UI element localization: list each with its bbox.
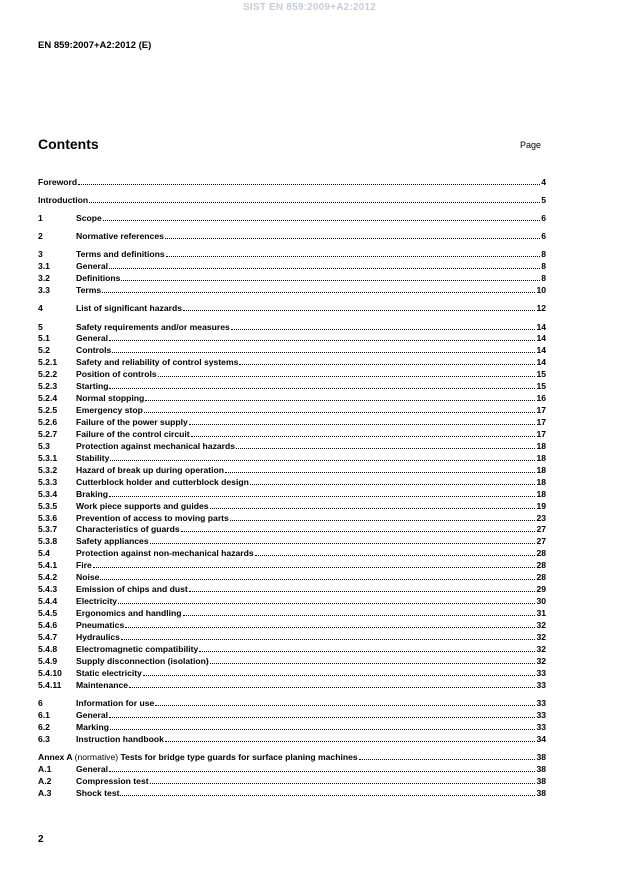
toc-entry-number: 5.1 [38, 333, 50, 344]
toc-entry-page: 32 [536, 619, 546, 630]
toc-entry[interactable] [38, 476, 546, 488]
toc-entry-number: 5.4.4 [38, 596, 58, 607]
toc-entry-title: Foreword [38, 176, 78, 187]
toc-entry-number: 5.4.6 [38, 619, 58, 630]
toc-entry[interactable] [38, 607, 546, 619]
toc-entry-page: 18 [536, 464, 546, 475]
toc-entry-title: Prevention of access to moving parts [76, 512, 229, 523]
dot-leader [109, 766, 535, 772]
toc-entry[interactable] [38, 272, 546, 284]
toc-entry-page: 27 [536, 536, 546, 547]
dot-leader [120, 790, 535, 796]
toc-entry-title: Starting [76, 381, 109, 392]
toc-entry-number: 5.3.7 [38, 524, 58, 535]
toc-entry-number: 6 [38, 697, 43, 708]
toc-entry[interactable] [38, 583, 546, 595]
toc-entry-page: 19 [536, 500, 546, 511]
toc-entry[interactable] [38, 302, 546, 314]
toc-entry[interactable] [38, 631, 546, 643]
toc-entry[interactable] [38, 709, 546, 721]
dot-leader [236, 443, 535, 449]
toc-entry-number: 5.2 [38, 345, 50, 356]
toc-entry[interactable] [38, 547, 546, 559]
toc-entry-title: Marking [76, 721, 109, 732]
toc-entry[interactable] [38, 679, 546, 691]
toc-entry[interactable] [38, 284, 546, 296]
toc-entry-title: Definitions [76, 273, 121, 284]
toc-entry-number: 5.4.5 [38, 608, 58, 618]
toc-entry-number: 5.2.4 [38, 393, 58, 404]
toc-entry-page: 17 [536, 405, 546, 416]
toc-entry[interactable] [38, 380, 546, 392]
dot-leader [118, 598, 535, 604]
toc-entry-number: 3 [38, 249, 43, 260]
toc-entry[interactable] [38, 392, 546, 404]
toc-entry-number: 5.4.7 [38, 631, 58, 642]
toc-entry-title: Braking [76, 488, 108, 499]
page-column-label: Page [520, 140, 542, 150]
toc-entry-title: Protection against non-mechanical hazards [76, 548, 254, 559]
toc-entry-number: 5.2.5 [38, 405, 58, 416]
toc-entry-page: 8 [541, 249, 546, 260]
toc-entry-page: 18 [536, 440, 546, 451]
dot-leader [155, 700, 535, 706]
toc-entry-number: 6.3 [38, 733, 50, 744]
dot-leader [158, 371, 536, 377]
toc-entry-number: A.3 [38, 787, 52, 798]
toc-entry-title: Scope [76, 213, 102, 224]
toc-entry-title: General [76, 261, 109, 272]
dot-leader [110, 724, 535, 730]
dot-leader [230, 515, 536, 521]
dot-leader [189, 586, 536, 592]
toc-entry-title: Introduction [38, 195, 89, 206]
toc-entry-title: Protection against mechanical hazards [76, 440, 236, 451]
toc-entry-page: 32 [536, 631, 546, 642]
dot-leader [150, 538, 536, 544]
toc-entry[interactable] [38, 559, 546, 571]
toc-entry-title: Stability [76, 452, 110, 463]
toc-entry-title: Shock test [76, 787, 120, 798]
toc-entry-number: 5.2.7 [38, 428, 58, 439]
toc-entry-title: General [76, 333, 109, 344]
dot-leader [250, 479, 536, 485]
toc-entry-page: 38 [536, 787, 546, 798]
toc-entry[interactable] [38, 721, 546, 733]
dot-leader [109, 383, 535, 389]
dot-leader [125, 622, 535, 628]
toc-entry[interactable] [38, 464, 546, 476]
toc-entry-number: 5.4.11 [38, 679, 62, 690]
toc-entry-page: 28 [536, 560, 546, 571]
dot-leader [112, 347, 535, 353]
toc-entry-title: Controls [76, 345, 112, 356]
toc-entry-page: 5 [541, 195, 546, 206]
toc-entry-number: 5.3.3 [38, 476, 58, 487]
toc-entry-page: 33 [536, 709, 546, 720]
dot-leader [110, 455, 535, 461]
dot-leader [165, 736, 536, 742]
toc-entry[interactable] [38, 500, 546, 512]
dot-leader [145, 395, 535, 401]
toc-entry-page: 14 [536, 357, 546, 368]
dot-leader [359, 754, 536, 760]
dot-leader [144, 407, 536, 413]
toc-entry-page: 17 [536, 417, 546, 427]
toc-entry-title: Compression test [76, 775, 149, 786]
toc-entry-title: General [76, 709, 109, 720]
toc-entry-title: List of significant hazards [76, 303, 183, 314]
toc-entry[interactable] [38, 667, 546, 679]
toc-entry[interactable] [38, 368, 546, 380]
dot-leader [109, 491, 535, 497]
toc-entry-page: 30 [536, 596, 546, 607]
toc-entry-page: 33 [536, 679, 546, 690]
toc-entry-number: 5.3.5 [38, 500, 58, 511]
toc-entry-number: 5.4.3 [38, 584, 58, 595]
toc-entry[interactable] [38, 194, 546, 206]
dot-leader [183, 305, 535, 311]
toc-entry-number: 5.4 [38, 548, 50, 559]
watermark: SIST EN 859:2009+A2:2012 [243, 2, 376, 13]
toc-entry-page: 31 [536, 608, 546, 618]
toc-entry-page: 18 [536, 452, 546, 463]
toc-entry[interactable] [38, 488, 546, 500]
toc-entry-page: 18 [536, 488, 546, 499]
toc-entry-number: 5.2.3 [38, 381, 58, 392]
toc-entry-title: Work piece supports and guides [76, 500, 209, 511]
toc-entry[interactable] [38, 356, 546, 368]
toc-entry[interactable] [38, 404, 546, 416]
toc-entry[interactable] [38, 619, 546, 631]
toc-entry-page: 32 [536, 655, 546, 666]
toc-entry-page: 16 [536, 393, 546, 404]
toc-entry-page: 8 [541, 273, 546, 284]
toc-entry[interactable] [38, 321, 546, 333]
toc-entry-number: 6.2 [38, 721, 50, 732]
toc-entry[interactable] [38, 428, 546, 440]
toc-entry-page: 32 [536, 643, 546, 654]
toc-entry[interactable] [38, 230, 546, 242]
toc-entry-title: Cutterblock holder and cutterblock design [76, 476, 249, 487]
toc-entry-page: 8 [541, 261, 546, 272]
toc-entry[interactable] [38, 260, 546, 272]
toc-entry-number: 5.4.1 [38, 560, 58, 571]
dot-leader [166, 251, 541, 257]
dot-leader [181, 526, 536, 532]
dot-leader [231, 324, 536, 330]
annex-label: Annex A [38, 751, 73, 762]
toc-entry[interactable] [38, 643, 546, 655]
toc-entry-number: A.1 [38, 763, 52, 774]
toc-entry-page: 4 [541, 176, 546, 187]
dot-leader [225, 467, 535, 473]
toc-entry-page: 17 [536, 428, 546, 439]
document-id: EN 859:2007+A2:2012 (E) [38, 40, 152, 51]
toc-entry-page: 12 [536, 303, 546, 314]
dot-leader [165, 233, 540, 239]
dot-leader [121, 275, 540, 281]
dot-leader [210, 658, 536, 664]
toc-entry[interactable] [38, 512, 546, 524]
toc-entry[interactable] [38, 571, 546, 583]
toc-entry-page: 38 [536, 763, 546, 774]
toc-entry-title: General [76, 763, 109, 774]
dot-leader [150, 778, 536, 784]
toc-entry-number: 2 [38, 231, 43, 242]
toc-entry[interactable] [38, 787, 546, 799]
toc-entry[interactable] [38, 249, 546, 261]
toc-entry-title: Normative references [76, 231, 164, 242]
annex-heading [38, 752, 358, 763]
dot-leader [129, 682, 535, 688]
toc-entry-title: Supply disconnection (isolation) [76, 655, 209, 666]
toc-entry-title: Hydraulics [76, 631, 120, 642]
toc-entry[interactable] [38, 733, 546, 745]
toc-entry-number: 5.3.8 [38, 536, 58, 547]
toc-entry-title: Normal stopping [76, 393, 145, 404]
dot-leader [199, 646, 535, 652]
dot-leader [183, 610, 536, 616]
toc-entry-number: 5.3.1 [38, 452, 58, 463]
toc-entry-page: 28 [536, 548, 546, 559]
dot-leader [89, 197, 540, 203]
toc-entry-page: 6 [541, 213, 546, 224]
toc-entry-page: 15 [536, 381, 546, 392]
toc-entry[interactable] [38, 212, 546, 224]
toc-entry-page: 14 [536, 333, 546, 344]
toc-entry[interactable] [38, 535, 546, 547]
toc-entry-title: Electricity [76, 596, 118, 607]
toc-entry[interactable] [38, 452, 546, 464]
annex-title: Tests for bridge type guards for surface planing machines [120, 751, 358, 762]
toc-entry-page: 15 [536, 369, 546, 380]
dot-leader [109, 335, 535, 341]
toc-entry-title: Pneumatics [76, 619, 125, 630]
toc-entry[interactable] [38, 655, 546, 667]
toc-entry-annex[interactable] [38, 751, 546, 763]
toc-entry-number: A.2 [38, 775, 52, 786]
dot-leader [255, 550, 536, 556]
toc-entry[interactable] [38, 416, 546, 428]
annex-qualifier: (normative) [74, 751, 119, 762]
toc-entry-title: Noise [76, 572, 100, 583]
dot-leader [102, 287, 535, 293]
toc-entry-title: Hazard of break up during operation [76, 464, 225, 475]
dot-leader [78, 179, 540, 185]
toc-entry-title: Static electricity [76, 667, 142, 678]
toc-entry-title: Emission of chips and dust [76, 584, 188, 595]
toc-entry-number: 5.4.2 [38, 572, 58, 583]
toc-entry[interactable] [38, 344, 546, 356]
toc-entry-number: 5.2.6 [38, 417, 58, 427]
toc-entry[interactable] [38, 176, 546, 188]
toc-entry-number: 5.2.1 [38, 357, 58, 368]
toc-entry-page: 33 [536, 667, 546, 678]
toc-entry-title: Information for use [76, 697, 155, 708]
toc-entry-title: Fire [76, 560, 92, 571]
table-of-contents [38, 176, 546, 799]
toc-entry-title: Ergonomics and handling [76, 608, 182, 618]
toc-entry-page: 28 [536, 572, 546, 583]
toc-entry-page: 23 [536, 512, 546, 523]
toc-entry-title: Characteristics of guards [76, 524, 180, 535]
toc-entry-page: 6 [541, 231, 546, 242]
toc-entry-title: Terms and definitions [76, 249, 165, 260]
toc-entry-number: 5.4.9 [38, 655, 58, 666]
toc-entry-title: Electromagnetic compatibility [76, 643, 199, 654]
toc-entry-number: 5.3.4 [38, 488, 58, 499]
toc-entry-title: Position of controls [76, 369, 157, 380]
toc-entry-title: Safety and reliability of control systems [76, 357, 239, 368]
toc-entry-number: 5.3 [38, 440, 50, 451]
page-number: 2 [38, 834, 44, 845]
toc-entry[interactable] [38, 440, 546, 452]
dot-leader [100, 574, 535, 580]
toc-entry-number: 6.1 [38, 709, 50, 720]
toc-entry-number: 5 [38, 321, 43, 332]
toc-entry-title: Safety requirements and/or measures [76, 321, 230, 332]
dot-leader [109, 712, 535, 718]
toc-entry-page: 38 [536, 751, 546, 762]
dot-leader [239, 359, 535, 365]
toc-entry-title: Emergency stop [76, 405, 143, 416]
toc-entry-number: 1 [38, 213, 43, 224]
dot-leader [121, 634, 535, 640]
toc-entry-number: 3.1 [38, 261, 50, 272]
toc-entry-page: 14 [536, 345, 546, 356]
toc-entry-page: 29 [536, 584, 546, 595]
toc-entry-page: 33 [536, 697, 546, 708]
toc-entry-page: 10 [536, 285, 546, 296]
toc-entry-title: Failure of the control circuit [76, 428, 190, 439]
toc-entry-title: Terms [76, 285, 102, 296]
dot-leader [109, 263, 540, 269]
dot-leader [103, 215, 540, 221]
toc-entry[interactable] [38, 763, 546, 775]
toc-entry-number: 5.3.2 [38, 464, 58, 475]
toc-entry-title: Failure of the power supply [76, 417, 188, 427]
dot-leader [143, 670, 536, 676]
dot-leader [210, 503, 536, 509]
toc-entry[interactable] [38, 595, 546, 607]
toc-entry-page: 34 [536, 733, 546, 744]
toc-entry-title: Maintenance [76, 679, 129, 690]
toc-entry-title: Instruction handbook [76, 733, 164, 744]
toc-entry[interactable] [38, 524, 546, 536]
toc-entry-page: 33 [536, 721, 546, 732]
toc-entry-title: Safety appliances [76, 536, 149, 547]
toc-entry-number: 3.2 [38, 273, 50, 284]
toc-entry-page: 27 [536, 524, 546, 535]
toc-entry-number: 4 [38, 303, 43, 314]
dot-leader [189, 419, 536, 425]
toc-entry-page: 18 [536, 476, 546, 487]
toc-entry-number: 5.4.10 [38, 667, 62, 678]
dot-leader [191, 431, 536, 437]
toc-entry[interactable] [38, 697, 546, 709]
toc-entry-number: 3.3 [38, 285, 50, 296]
toc-entry-number: 5.2.2 [38, 369, 58, 380]
toc-entry-number: 5.3.6 [38, 512, 58, 523]
toc-entry-page: 14 [536, 321, 546, 332]
dot-leader [93, 562, 536, 568]
toc-entry[interactable] [38, 333, 546, 345]
toc-entry[interactable] [38, 775, 546, 787]
contents-heading: Contents [38, 136, 99, 152]
toc-entry-page: 38 [536, 775, 546, 786]
toc-entry-number: 5.4.8 [38, 643, 58, 654]
